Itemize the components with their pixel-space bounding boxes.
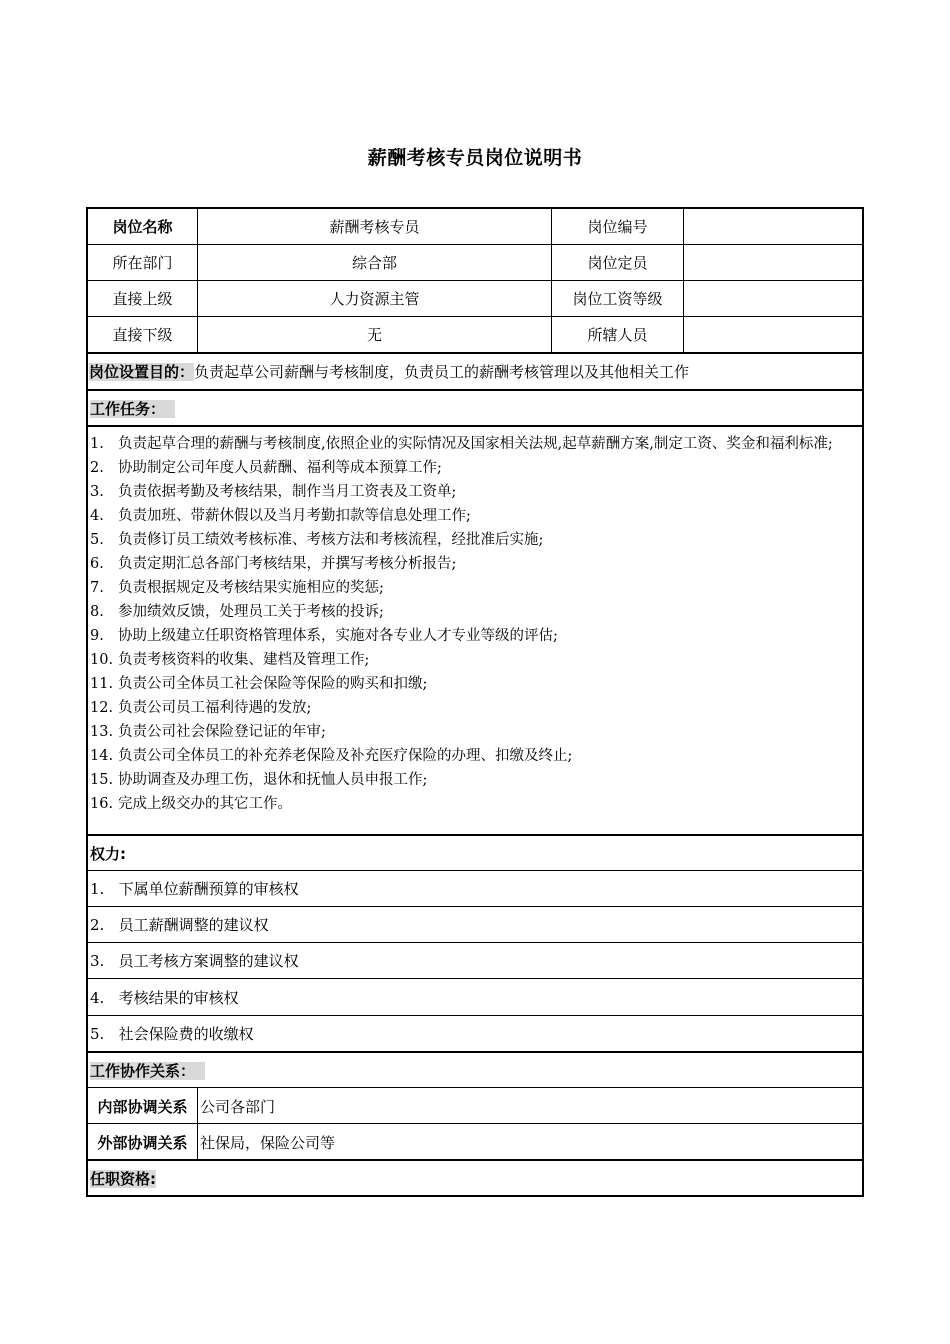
list-item: 9. 协助上级建立任职资格管理体系，实施对各专业人才专业等级的评估; [90, 628, 558, 644]
direct-superior-value: 人力资源主管 [329, 290, 420, 308]
section-divider [88, 352, 862, 354]
row-divider [88, 870, 862, 871]
section-divider [88, 1159, 862, 1161]
list-item: 14. 负责公司全体员工的补充养老保险及补充医疗保险的办理、扣缴及终止; [90, 748, 573, 764]
headcount-label: 岗位定员 [587, 254, 648, 272]
list-item: 2. 协助制定公司年度人员薪酬、福利等成本预算工作; [90, 460, 442, 476]
list-item: 5. 负责修订员工绩效考核标准、考核方法和考核流程，经批准后实施; [90, 532, 544, 548]
list-item: 2. 员工薪酬调整的建议权 [90, 916, 269, 934]
list-item: 10. 负责考核资料的收集、建档及管理工作; [90, 652, 370, 668]
row-divider [88, 1087, 862, 1088]
position-name-value: 薪酬考核专员 [329, 218, 420, 236]
list-item: 5. 社会保险费的收缴权 [90, 1025, 254, 1043]
tasks-list [88, 432, 862, 816]
row-divider [88, 942, 862, 943]
job-description-table [86, 207, 864, 1197]
purpose-row [89, 362, 859, 382]
list-item: 1. 负责起草合理的薪酬与考核制度,依照企业的实际情况及国家相关法规,起草薪酬方案,制定工资、奖金和福利标准; [90, 436, 833, 452]
direct-subordinate-label: 直接下级 [112, 326, 173, 344]
internal-relation-value: 公司各部门 [200, 1098, 276, 1116]
qualification-header: 任职资格: [90, 1170, 156, 1188]
row-divider [88, 1123, 862, 1124]
grid-divider [683, 209, 684, 353]
section-divider [88, 425, 862, 427]
department-value: 综合部 [351, 254, 397, 272]
row-divider [88, 244, 862, 245]
list-item: 3. 负责依据考勤及考核结果，制作当月工资表及工资单; [90, 484, 457, 500]
section-divider [88, 1051, 862, 1053]
list-item: 13. 负责公司社会保险登记证的年审; [90, 724, 326, 740]
list-item: 15. 协助调查及办理工伤，退休和抚恤人员申报工作; [90, 772, 428, 788]
relations-header: 工作协作关系： [90, 1061, 205, 1081]
row-divider [88, 316, 862, 317]
list-item: 16. 完成上级交办的其它工作。 [90, 796, 292, 812]
salary-grade-label: 岗位工资等级 [572, 290, 663, 308]
section-divider [88, 834, 862, 836]
powers-header: 权力: [90, 845, 126, 863]
row-divider [88, 978, 862, 979]
row-divider [88, 906, 862, 907]
page-title: 薪酬考核专员岗位说明书 [367, 147, 583, 169]
subordinates-label: 所辖人员 [587, 326, 648, 344]
direct-superior-label: 直接上级 [112, 290, 173, 308]
department-label: 所在部门 [112, 254, 173, 272]
position-name-label: 岗位名称 [112, 218, 173, 236]
external-relation-value: 社保局，保险公司等 [200, 1134, 336, 1152]
list-item: 4. 考核结果的审核权 [90, 989, 239, 1007]
section-divider [88, 389, 862, 391]
row-divider [88, 1015, 862, 1016]
list-item: 7. 负责根据规定及考核结果实施相应的奖惩; [90, 580, 384, 596]
row-divider [88, 280, 862, 281]
list-item: 8. 参加绩效反馈，处理员工关于考核的投诉; [90, 604, 384, 620]
list-item: 6. 负责定期汇总各部门考核结果，并撰写考核分析报告; [90, 556, 457, 572]
tasks-header: 工作任务： [90, 399, 175, 419]
direct-subordinate-value: 无 [366, 326, 382, 344]
position-code-label: 岗位编号 [587, 218, 648, 236]
internal-relation-label: 内部协调关系 [97, 1098, 188, 1116]
external-relation-label: 外部协调关系 [97, 1134, 188, 1152]
list-item: 12. 负责公司员工福利待遇的发放; [90, 700, 312, 716]
list-item: 11. 负责公司全体员工社会保险等保险的购买和扣缴; [90, 676, 428, 692]
purpose-label: 岗位设置目的： [89, 363, 195, 381]
list-item: 4. 负责加班、带薪休假以及当月考勤扣款等信息处理工作; [90, 508, 471, 524]
list-item: 1. 下属单位薪酬预算的审核权 [90, 880, 299, 898]
purpose-text: 负责起草公司薪酬与考核制度，负责员工的薪酬考核管理以及其他相关工作 [194, 363, 690, 381]
list-item: 3. 员工考核方案调整的建议权 [90, 952, 299, 970]
